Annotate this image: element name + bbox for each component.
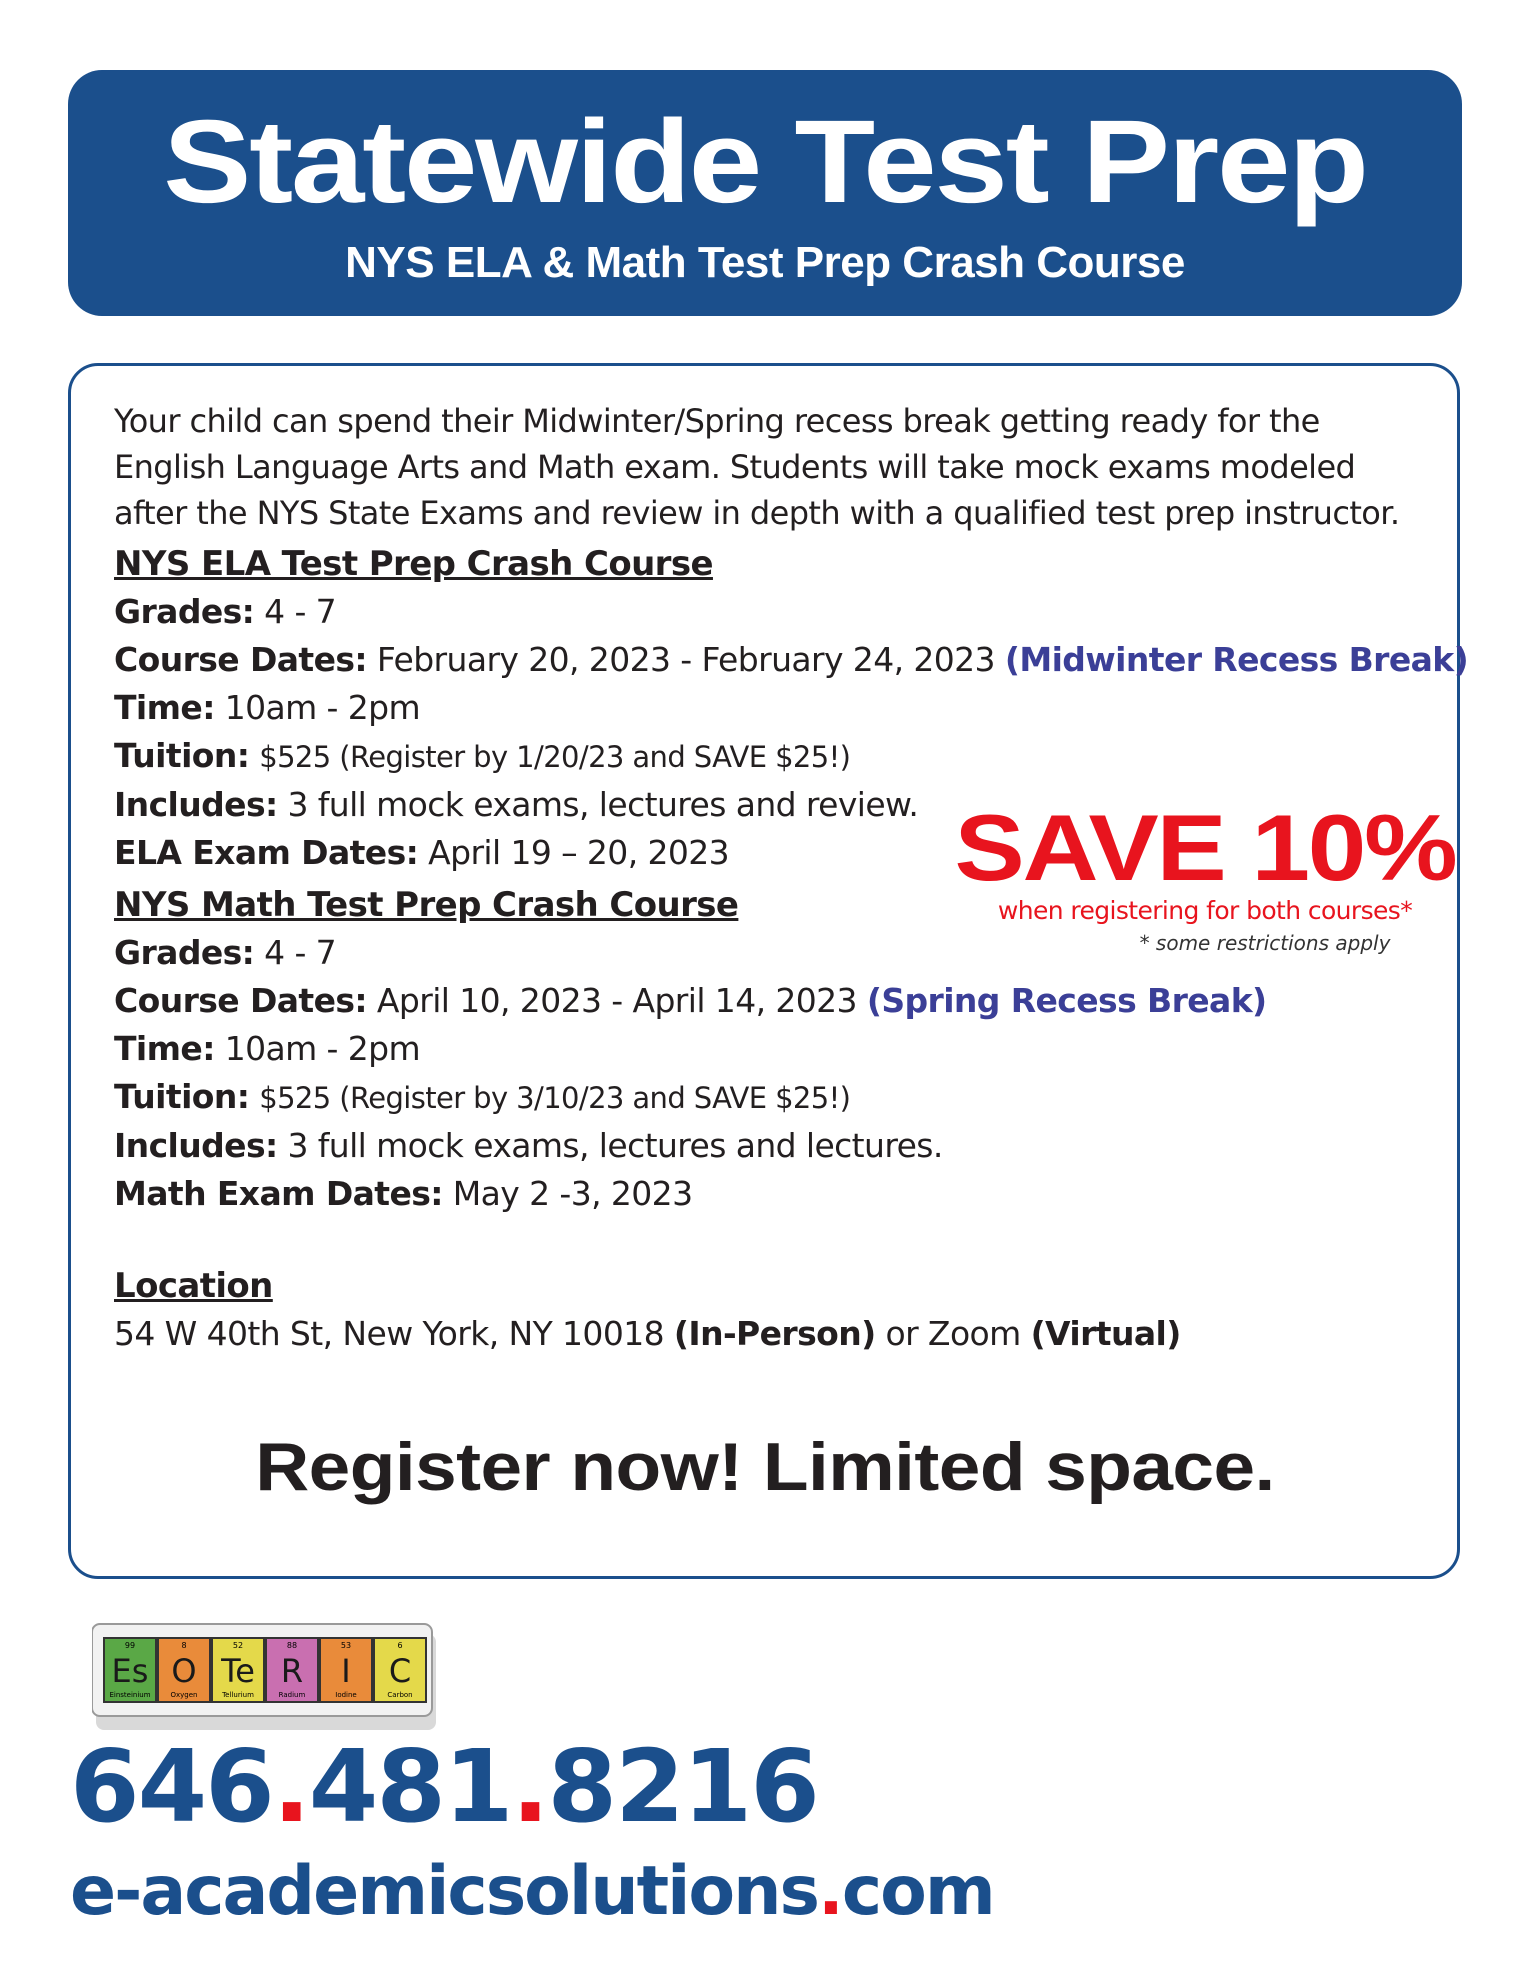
ela-exam-label: ELA Exam Dates: — [114, 833, 419, 872]
math-grades-value: 4 - 7 — [264, 933, 337, 972]
logo-tile-number: 6 — [397, 1641, 403, 1650]
logo-tile-name: Oxygen — [170, 1691, 198, 1699]
phone-part-3: 8216 — [547, 1728, 818, 1845]
intro-text — [114, 398, 1454, 536]
location-or: or Zoom — [885, 1314, 1021, 1353]
esoteric-logo — [92, 1616, 442, 1732]
logo-tile-i — [320, 1638, 372, 1702]
ela-grades-label: Grades: — [114, 592, 255, 631]
logo-tile-number: 8 — [181, 1641, 187, 1650]
logo-tile-name: Carbon — [387, 1691, 413, 1699]
promo-detail: when registering for both courses* — [997, 896, 1413, 925]
location-address: 54 W 40th St, New York, NY 10018 — [114, 1314, 665, 1353]
header-banner — [68, 70, 1462, 316]
location-virtual: (Virtual) — [1030, 1314, 1181, 1353]
ela-dates — [114, 636, 1469, 684]
website-domain: e-academicsolutions — [70, 1852, 819, 1931]
promo-headline: SAVE 10% — [954, 795, 1456, 900]
intro-line-2: English Language Arts and Math exam. Students will take mock exams modeled — [114, 448, 1356, 486]
ela-tuition-label: Tuition: — [114, 736, 250, 775]
logo-tile-name: Tellurium — [222, 1691, 254, 1699]
logo-tile-number: 88 — [286, 1641, 298, 1650]
ela-heading: NYS ELA Test Prep Crash Course — [114, 544, 713, 584]
math-heading: NYS Math Test Prep Crash Course — [114, 885, 739, 925]
ela-time-value: 10am - 2pm — [224, 688, 421, 727]
math-includes-label: Includes: — [114, 1126, 278, 1165]
website-dot: . — [818, 1852, 842, 1931]
logo-tile-te — [212, 1638, 264, 1702]
ela-time-label: Time: — [114, 688, 215, 727]
logo-tile-symbol: R — [280, 1652, 304, 1690]
page-subtitle: NYS ELA & Math Test Prep Crash Course — [345, 238, 1185, 287]
math-dates-note: (Spring Recess Break) — [866, 981, 1267, 1020]
phone-part-1: 646 — [70, 1728, 273, 1845]
math-includes-value: 3 full mock exams, lectures and lectures. — [287, 1126, 943, 1165]
logo-tile-number: 53 — [340, 1641, 352, 1650]
ela-dates-label: Course Dates: — [114, 640, 368, 679]
math-time-value: 10am - 2pm — [224, 1029, 421, 1068]
logo-tile-o — [158, 1638, 210, 1702]
ela-exam-value: April 19 – 20, 2023 — [428, 833, 730, 872]
logo-tile-name: Einsteinium — [109, 1691, 151, 1699]
ela-tuition — [114, 732, 1454, 781]
intro-line-1: Your child can spend their Midwinter/Spring recess break getting ready for the — [114, 402, 1320, 440]
phone-number — [70, 1728, 818, 1845]
logo-tile-name: Iodine — [335, 1691, 357, 1699]
math-tuition — [114, 1073, 1454, 1122]
math-time-label: Time: — [114, 1029, 215, 1068]
location-in-person: (In-Person) — [673, 1314, 876, 1353]
logo-tile-number: 52 — [232, 1641, 244, 1650]
page-title: Statewide Test Prep — [163, 96, 1367, 228]
math-grades-label: Grades: — [114, 933, 255, 972]
ela-includes-label: Includes: — [114, 785, 278, 824]
math-includes — [114, 1122, 1454, 1170]
math-exam-label: Math Exam Dates: — [114, 1174, 443, 1213]
ela-dates-value: February 20, 2023 - February 24, 2023 — [376, 640, 995, 679]
ela-tuition-value: $525 (Register by 1/20/23 and SAVE $25!) — [259, 740, 851, 774]
phone-part-2: 481 — [308, 1728, 512, 1845]
logo-tile-number: 99 — [124, 1641, 136, 1650]
register-cta: Register now! Limited space. — [255, 1429, 1275, 1505]
math-tuition-value: $525 (Register by 3/10/23 and SAVE $25!) — [259, 1081, 851, 1115]
website — [70, 1852, 994, 1931]
phone-dot-2: . — [511, 1728, 548, 1845]
math-dates-value: April 10, 2023 - April 14, 2023 — [376, 981, 857, 1020]
math-dates-label: Course Dates: — [114, 981, 368, 1020]
website-tld: com — [841, 1852, 994, 1931]
math-exam-value: May 2 -3, 2023 — [452, 1174, 693, 1213]
logo-tile-symbol: O — [171, 1652, 197, 1690]
ela-time — [114, 684, 1454, 732]
location-heading: Location — [114, 1266, 273, 1306]
math-tuition-label: Tuition: — [114, 1077, 250, 1116]
logo-tile-es — [104, 1638, 156, 1702]
intro-line-3: after the NYS State Exams and review in depth with a qualified test prep instructor. — [114, 494, 1400, 532]
math-exam — [114, 1170, 1454, 1218]
phone-dot-1: . — [272, 1728, 309, 1845]
ela-grades — [114, 588, 1454, 636]
promo-callout — [954, 795, 1456, 955]
ela-dates-note: (Midwinter Recess Break) — [1004, 640, 1469, 679]
logo-tile-symbol: Es — [111, 1652, 149, 1690]
promo-fine-print: * some restrictions apply — [1139, 931, 1391, 955]
math-time — [114, 1025, 1454, 1073]
math-dates — [114, 977, 1454, 1025]
logo-tile-symbol: I — [341, 1652, 351, 1690]
ela-grades-value: 4 - 7 — [264, 592, 337, 631]
logo-tile-name: Radium — [278, 1691, 306, 1699]
location-address-line — [114, 1310, 1454, 1358]
logo-tile-symbol: C — [388, 1652, 412, 1690]
logo-tile-symbol: Te — [221, 1652, 255, 1690]
logo-tile-c — [374, 1638, 426, 1702]
logo-tile-r — [266, 1638, 318, 1702]
ela-includes-value: 3 full mock exams, lectures and review. — [287, 785, 919, 824]
